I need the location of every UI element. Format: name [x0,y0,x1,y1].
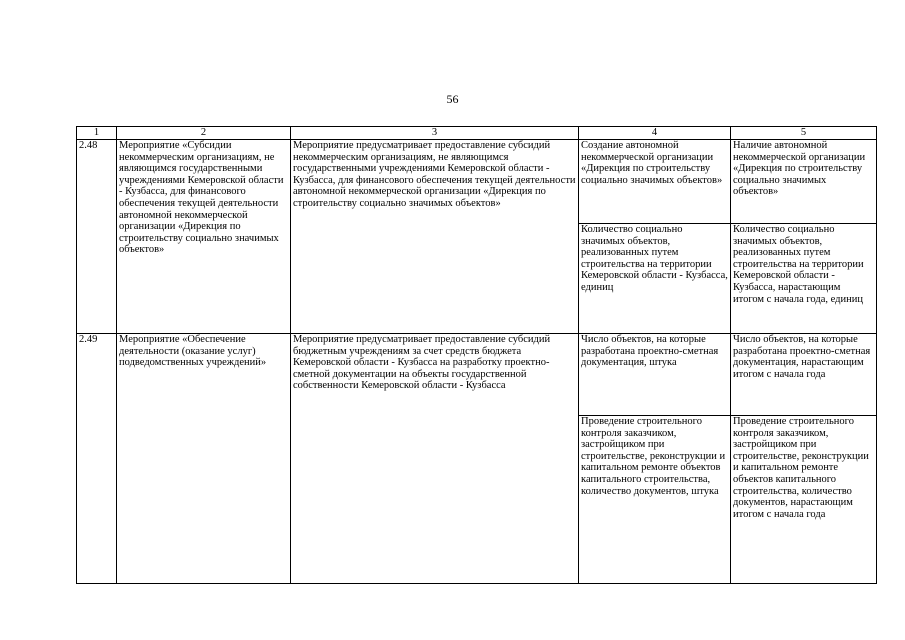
indicators-table [76,126,877,584]
indicator-calculation: Наличие автономной некоммерческой организации «Дирекция по строительству социально значимых объектов» [731,140,877,224]
header-row [77,127,877,140]
table-row [77,140,877,224]
header-col-2: 2 [117,127,291,140]
header-col-5: 5 [731,127,877,140]
header-col-3: 3 [291,127,579,140]
header-col-4: 4 [579,127,731,140]
indicator-calculation: Число объектов, на которые разработана проектно-сметная документация, нарастающим итогом с начала года [731,334,877,416]
page-number: 56 [446,92,459,106]
indicator-name: Проведение строительного контроля заказчиком, застройщиком при строительстве, реконструкции и капитальном ремонте объектов капитального строительства, количество документов, штука [579,416,731,584]
header-col-1: 1 [77,127,117,140]
event-name: Мероприятие «Субсидии некоммерческим организациям, не являющимся государственными учреждениями Кемеровской области - Кузбасса, для финансового обеспечения текущей деятельности автономной некоммерческой организации «Дирекция по строительству социально значимых объектов» [117,140,291,334]
table-row [77,334,877,416]
indicator-calculation: Проведение строительного контроля заказчиком, застройщиком при строительстве, реконструкции и капитальном ремонте объектов капитального строительства, количество документов, нарастающим итогом с начала года [731,416,877,584]
row-number: 2.48 [77,140,117,334]
event-description: Мероприятие предусматривает предоставление субсидий некоммерческим организациям, не являющимся государственными учреждениями Кемеровской области - Кузбасса, для финансового обеспечения текущей деятельности автономной некоммерческой организации «Дирекция по строительству социально значимых объектов» [291,140,579,334]
row-number: 2.49 [77,334,117,584]
indicator-name: Количество социально значимых объектов, реализованных путем строительства на территории Кемеровской области - Кузбасса, единиц [579,224,731,334]
indicator-name: Создание автономной некоммерческой организации «Дирекция по строительству социально значимых объектов» [579,140,731,224]
indicator-name: Число объектов, на которые разработана проектно-сметная документация, штука [579,334,731,416]
event-description: Мероприятие предусматривает предоставление субсидий бюджетным учреждениям за счет средств бюджета Кемеровской области - Кузбасса на разработку проектно-сметной документации на объекты государственной собственности Кемеровской области - Кузбасса [291,334,579,584]
event-name: Мероприятие «Обеспечение деятельности (оказание услуг) подведомственных учреждений» [117,334,291,584]
indicator-calculation: Количество социально значимых объектов, реализованных путем строительства на территории Кемеровской области - Кузбасса, нарастающим итогом с начала года, единиц [731,224,877,334]
